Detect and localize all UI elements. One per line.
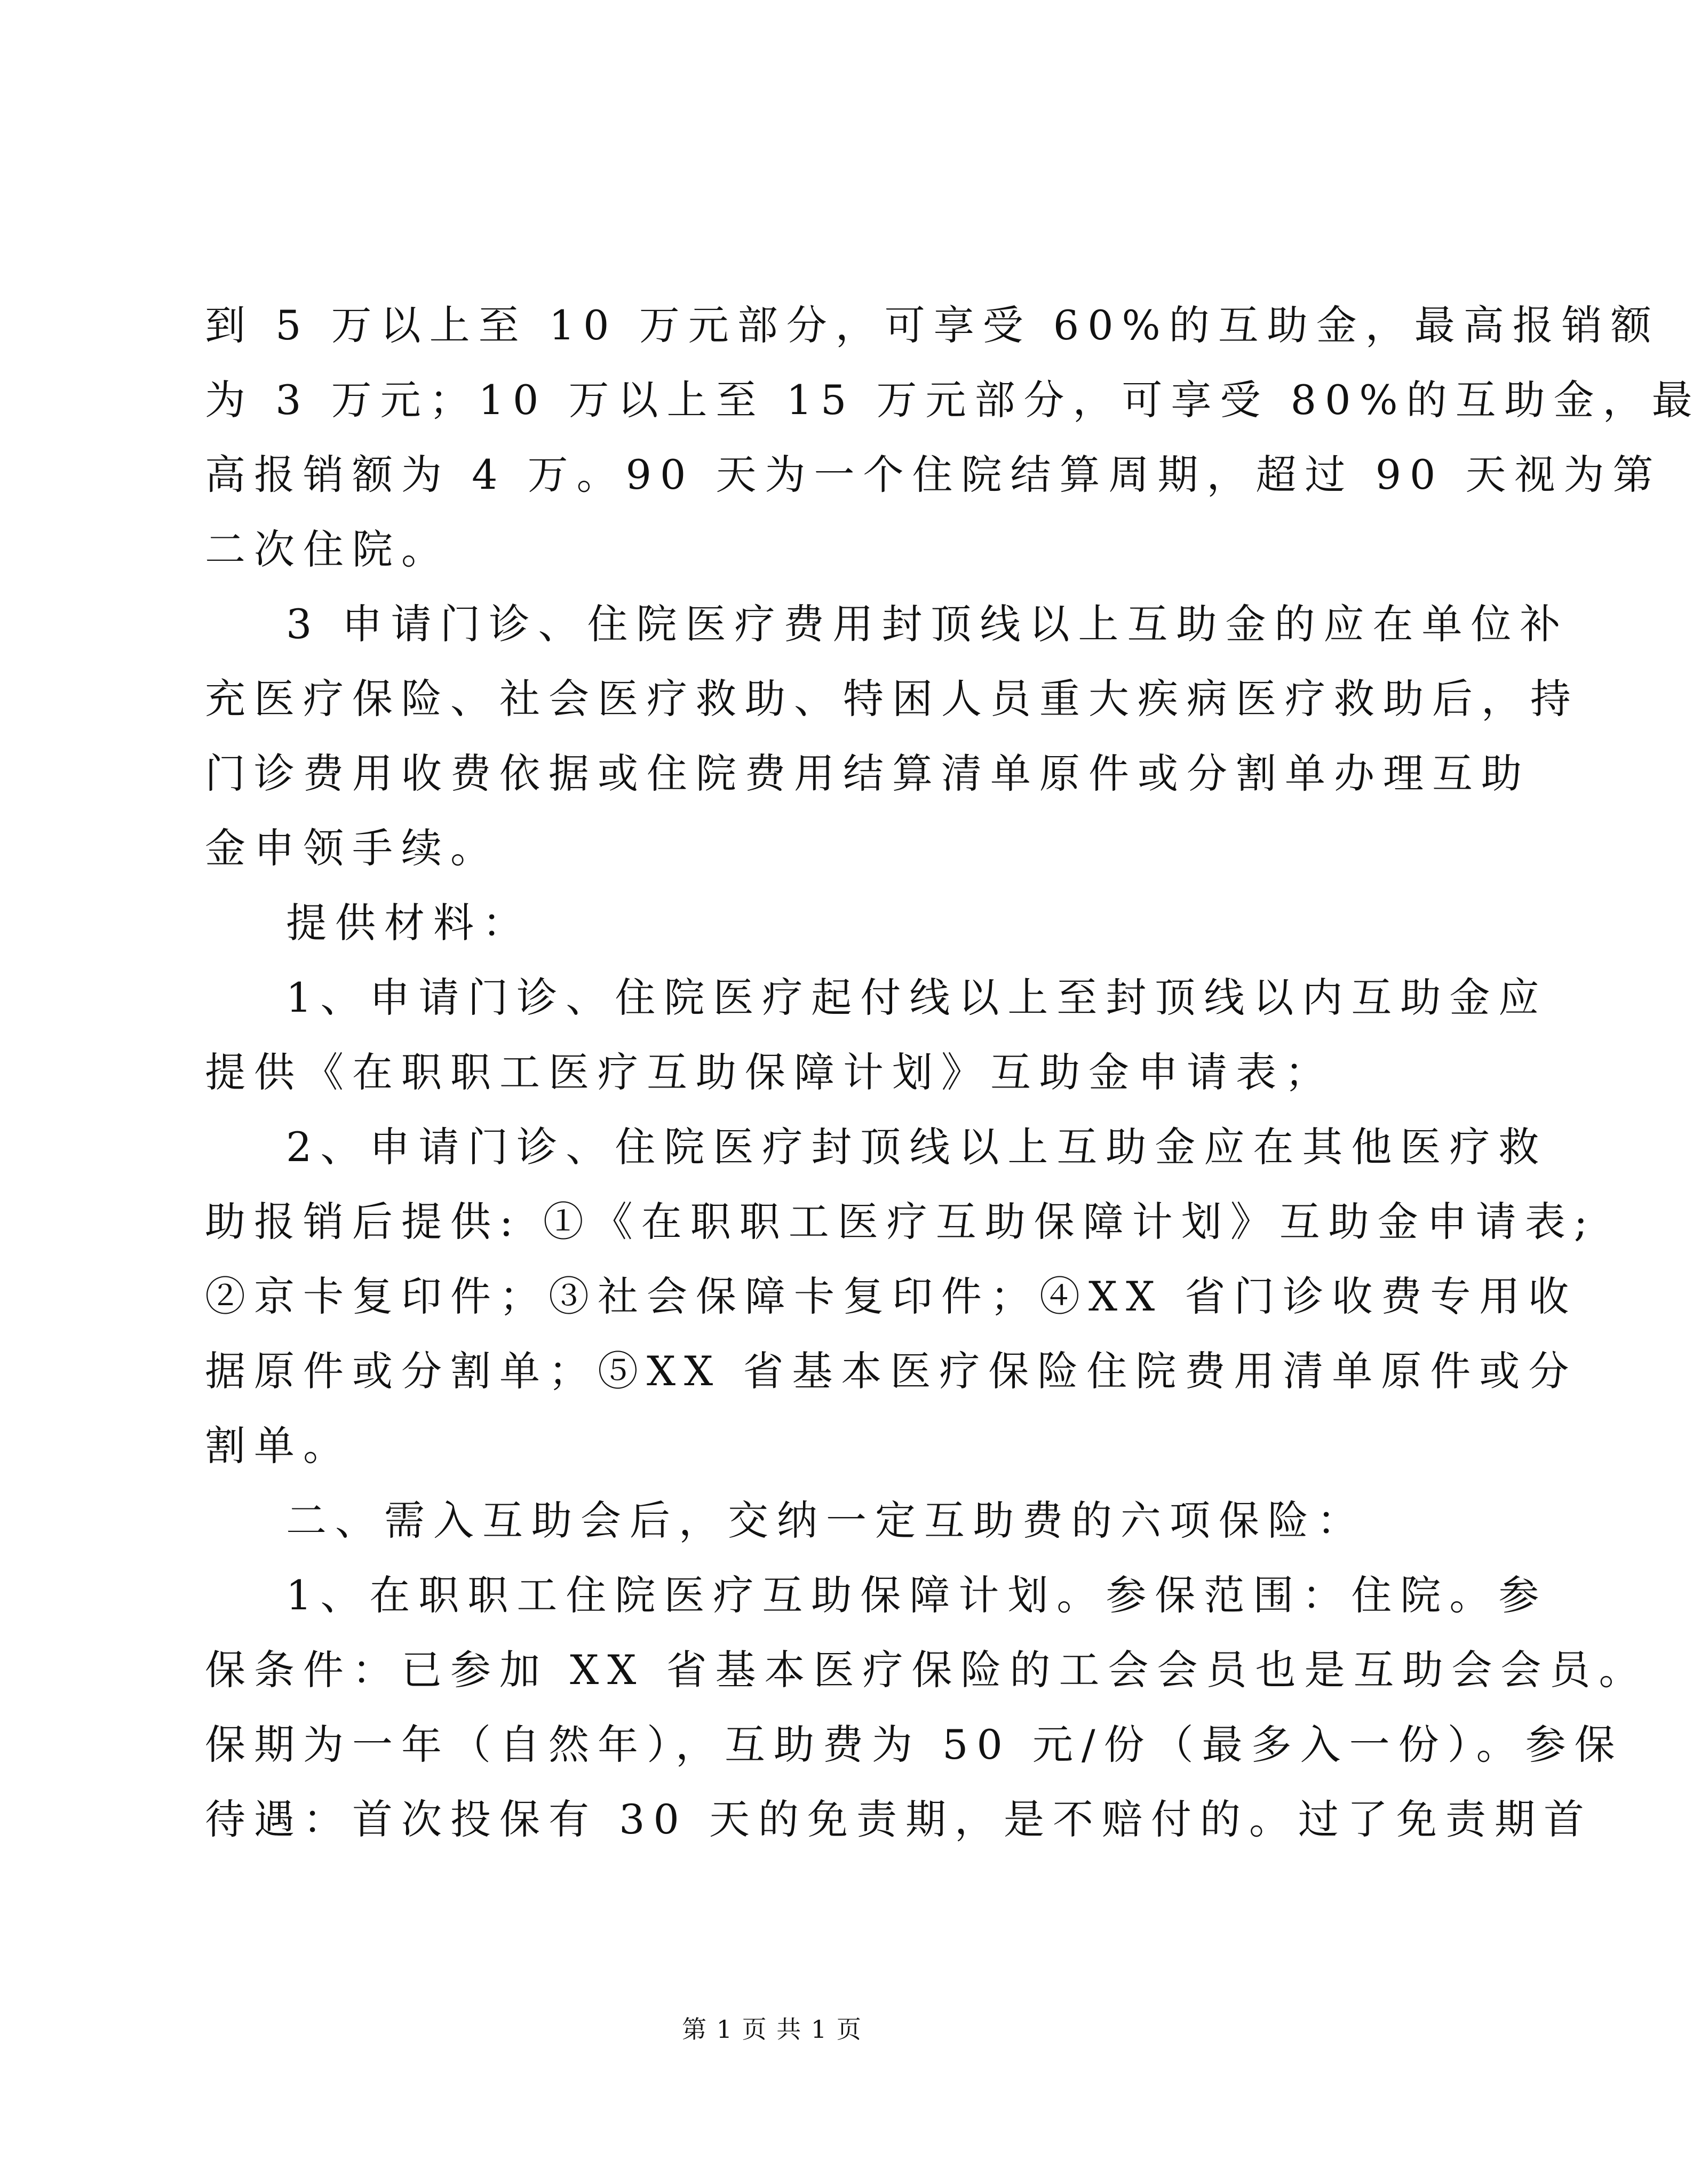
text-line: 金申领手续。: [205, 824, 499, 872]
text-line: ②京卡复印件；③社会保障卡复印件；④XX 省门诊收费专用收: [205, 1273, 1578, 1320]
text-line: 据原件或分割单；⑤XX 省基本医疗保险住院费用清单原件或分: [205, 1347, 1578, 1395]
paragraph-line: 3 申请门诊、住院医疗费用封顶线以上互助金的应在单位补: [286, 600, 1569, 648]
page-footer: 第 1 页 共 1 页: [682, 2015, 862, 2044]
text-line: 到 5 万以上至 10 万元部分，可享受 60%的互助金，最高报销额: [205, 301, 1660, 349]
text-line: 割单。: [205, 1422, 352, 1470]
section-heading: 提供材料：: [286, 899, 531, 947]
text-line: 充医疗保险、社会医疗救助、特困人员重大疾病医疗救助后，持: [205, 675, 1579, 722]
text-line: 保条件：已参加 XX 省基本医疗保险的工会会员也是互助会会员。: [205, 1646, 1648, 1694]
section-heading: 二、需入互助会后，交纳一定互助费的六项保险：: [286, 1497, 1366, 1544]
text-line: 门诊费用收费依据或住院费用结算清单原件或分割单办理互助: [205, 750, 1530, 797]
paragraph-line: 1、在职职工住院医疗互助保障计划。参保范围：住院。参: [286, 1571, 1548, 1619]
text-line: 为 3 万元；10 万以上至 15 万元部分，可享受 80%的互助金，最: [205, 376, 1701, 424]
text-line: 保期为一年（自然年），互助费为 50 元/份（最多入一份）。参保: [205, 1721, 1624, 1768]
text-line: 提供《在职职工医疗互助保障计划》互助金申请表；: [205, 1049, 1334, 1096]
text-line: 二次住院。: [205, 526, 450, 573]
paragraph-line: 2、申请门诊、住院医疗封顶线以上互助金应在其他医疗救: [286, 1123, 1548, 1171]
text-line: 待遇：首次投保有 30 天的免责期，是不赔付的。过了免责期首: [205, 1796, 1593, 1843]
paragraph-line: 1、申请门诊、住院医疗起付线以上至封顶线以内互助金应: [286, 974, 1548, 1021]
text-line: 助报销后提供: ①《在职职工医疗互助保障计划》互助金申请表;: [205, 1198, 1596, 1245]
text-line: 高报销额为 4 万。90 天为一个住院结算周期，超过 90 天视为第: [205, 451, 1662, 498]
